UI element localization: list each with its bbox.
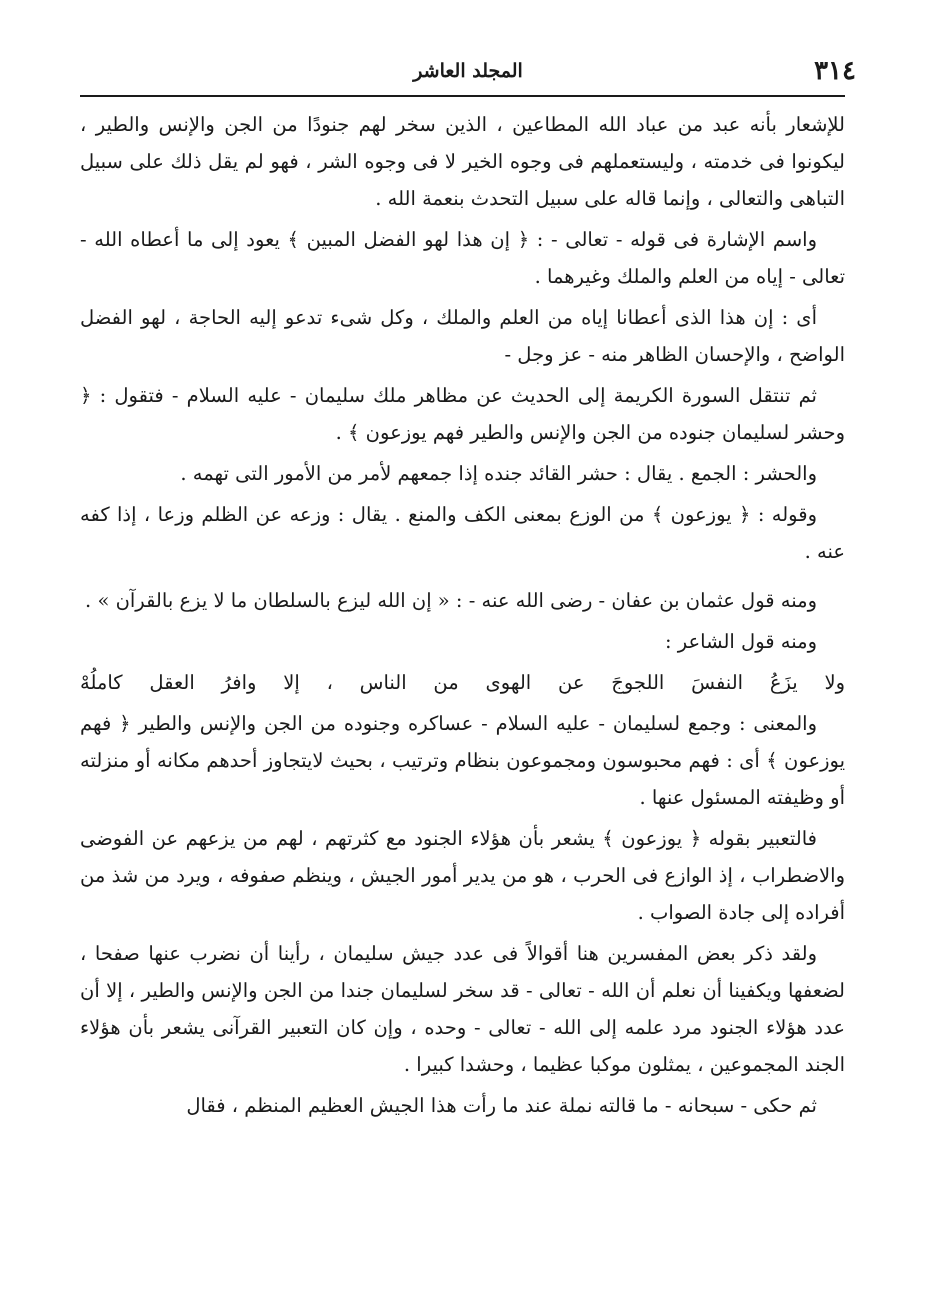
poetry-verse: ولا يزَعُ النفسَ اللجوجَ عن الهوى من الناس ، إلا وافرُ العقل كاملُهْ — [80, 671, 845, 694]
paragraph: ومنه قول عثمان بن عفان - رضى الله عنه - : « إن الله ليزع بالسلطان ما لا يزع بالقرآن » . — [85, 589, 817, 612]
paragraph: ثم حكى - سبحانه - ما قالته نملة عند ما رأت هذا الجيش العظيم المنظم ، فقال — [186, 1094, 817, 1117]
page-number: ٣١٤ — [814, 56, 856, 86]
paragraph: ثم تنتقل السورة الكريمة إلى الحديث عن مظاهر ملك سليمان - عليه السلام - فتقول : ﴿ وحشر لسليمان جنوده من الجن والإنس والطير فهم يوزعون ﴾ . — [80, 384, 845, 444]
paragraph: فالتعبير بقوله ﴿ يوزعون ﴾ يشعر بأن هؤلاء الجنود مع كثرتهم ، لهم من يزعهم عن الفوضى والاضطراب ، إذ الوازع فى الحرب ، هو من يدير أمور الجيش ، وينظم صفوفه ، ويرد من شذ من أفراده إلى جادة الصواب . — [80, 827, 845, 924]
running-title: المجلد العاشر — [413, 60, 523, 82]
paragraph: ومنه قول الشاعر : — [664, 630, 817, 653]
header-divider — [80, 95, 845, 97]
paragraph: والمعنى : وجمع لسليمان - عليه السلام - عساكره وجنوده من الجن والإنس والطير ﴿ فهم يوزعون ﴾ أى : فهم محبوسون ومجموعون بنظام وترتيب ، بحيث لايتجاوز أحدهم مكانه أو منزلته أو وظيفته المسئول عنها . — [80, 712, 845, 809]
paragraph: والحشر : الجمع . يقال : حشر القائد جنده إذا جمعهم لأمر من الأمور التى تهمه . — [180, 462, 817, 485]
page-header — [80, 52, 856, 92]
paragraph: ولقد ذكر بعض المفسرين هنا أقوالاً فى عدد جيش سليمان ، رأينا أن نضرب عنها صفحا ، لضعفها ويكفينا أن نعلم أن الله - تعالى - قد سخر لسليمان جندا من الجن والإنس والطير ، إلا أن عدد هؤلاء الجنود مرد علمه إلى الله - تعالى - وحده ، وإن كان التعبير القرآنى يشعر بأن هؤلاء الجند المجموعين ، يمثلون موكبا عظيما ، وحشدا كبيرا . — [80, 942, 845, 1076]
paragraph: واسم الإشارة فى قوله - تعالى - : ﴿ إن هذا لهو الفضل المبين ﴾ يعود إلى ما أعطاه الله - تعالى - إياه من العلم والملك وغيرهما . — [80, 228, 845, 288]
paragraph: وقوله : ﴿ يوزعون ﴾ من الوزع بمعنى الكف والمنع . يقال : وزعه عن الظلم وزعا ، إذا كفه عنه . — [80, 503, 845, 563]
paragraph: أى : إن هذا الذى أعطانا إياه من العلم والملك ، وكل شىء تدعو إليه الحاجة ، لهو الفضل الواضح ، والإحسان الظاهر منه - عز وجل - — [80, 306, 845, 366]
paragraph: للإشعار بأنه عبد من عباد الله المطاعين ، الذين سخر لهم جنودًا من الجن والإنس والطير ، ليكونوا فى خدمته ، وليستعملهم فى وجوه الخير لا فى وجوه الشر ، فهو لم يقل ذلك على سبيل التباهى والتعالى ، وإنما قاله على سبيل التحدث بنعمة الله . — [80, 113, 845, 210]
body-text — [80, 106, 845, 1128]
